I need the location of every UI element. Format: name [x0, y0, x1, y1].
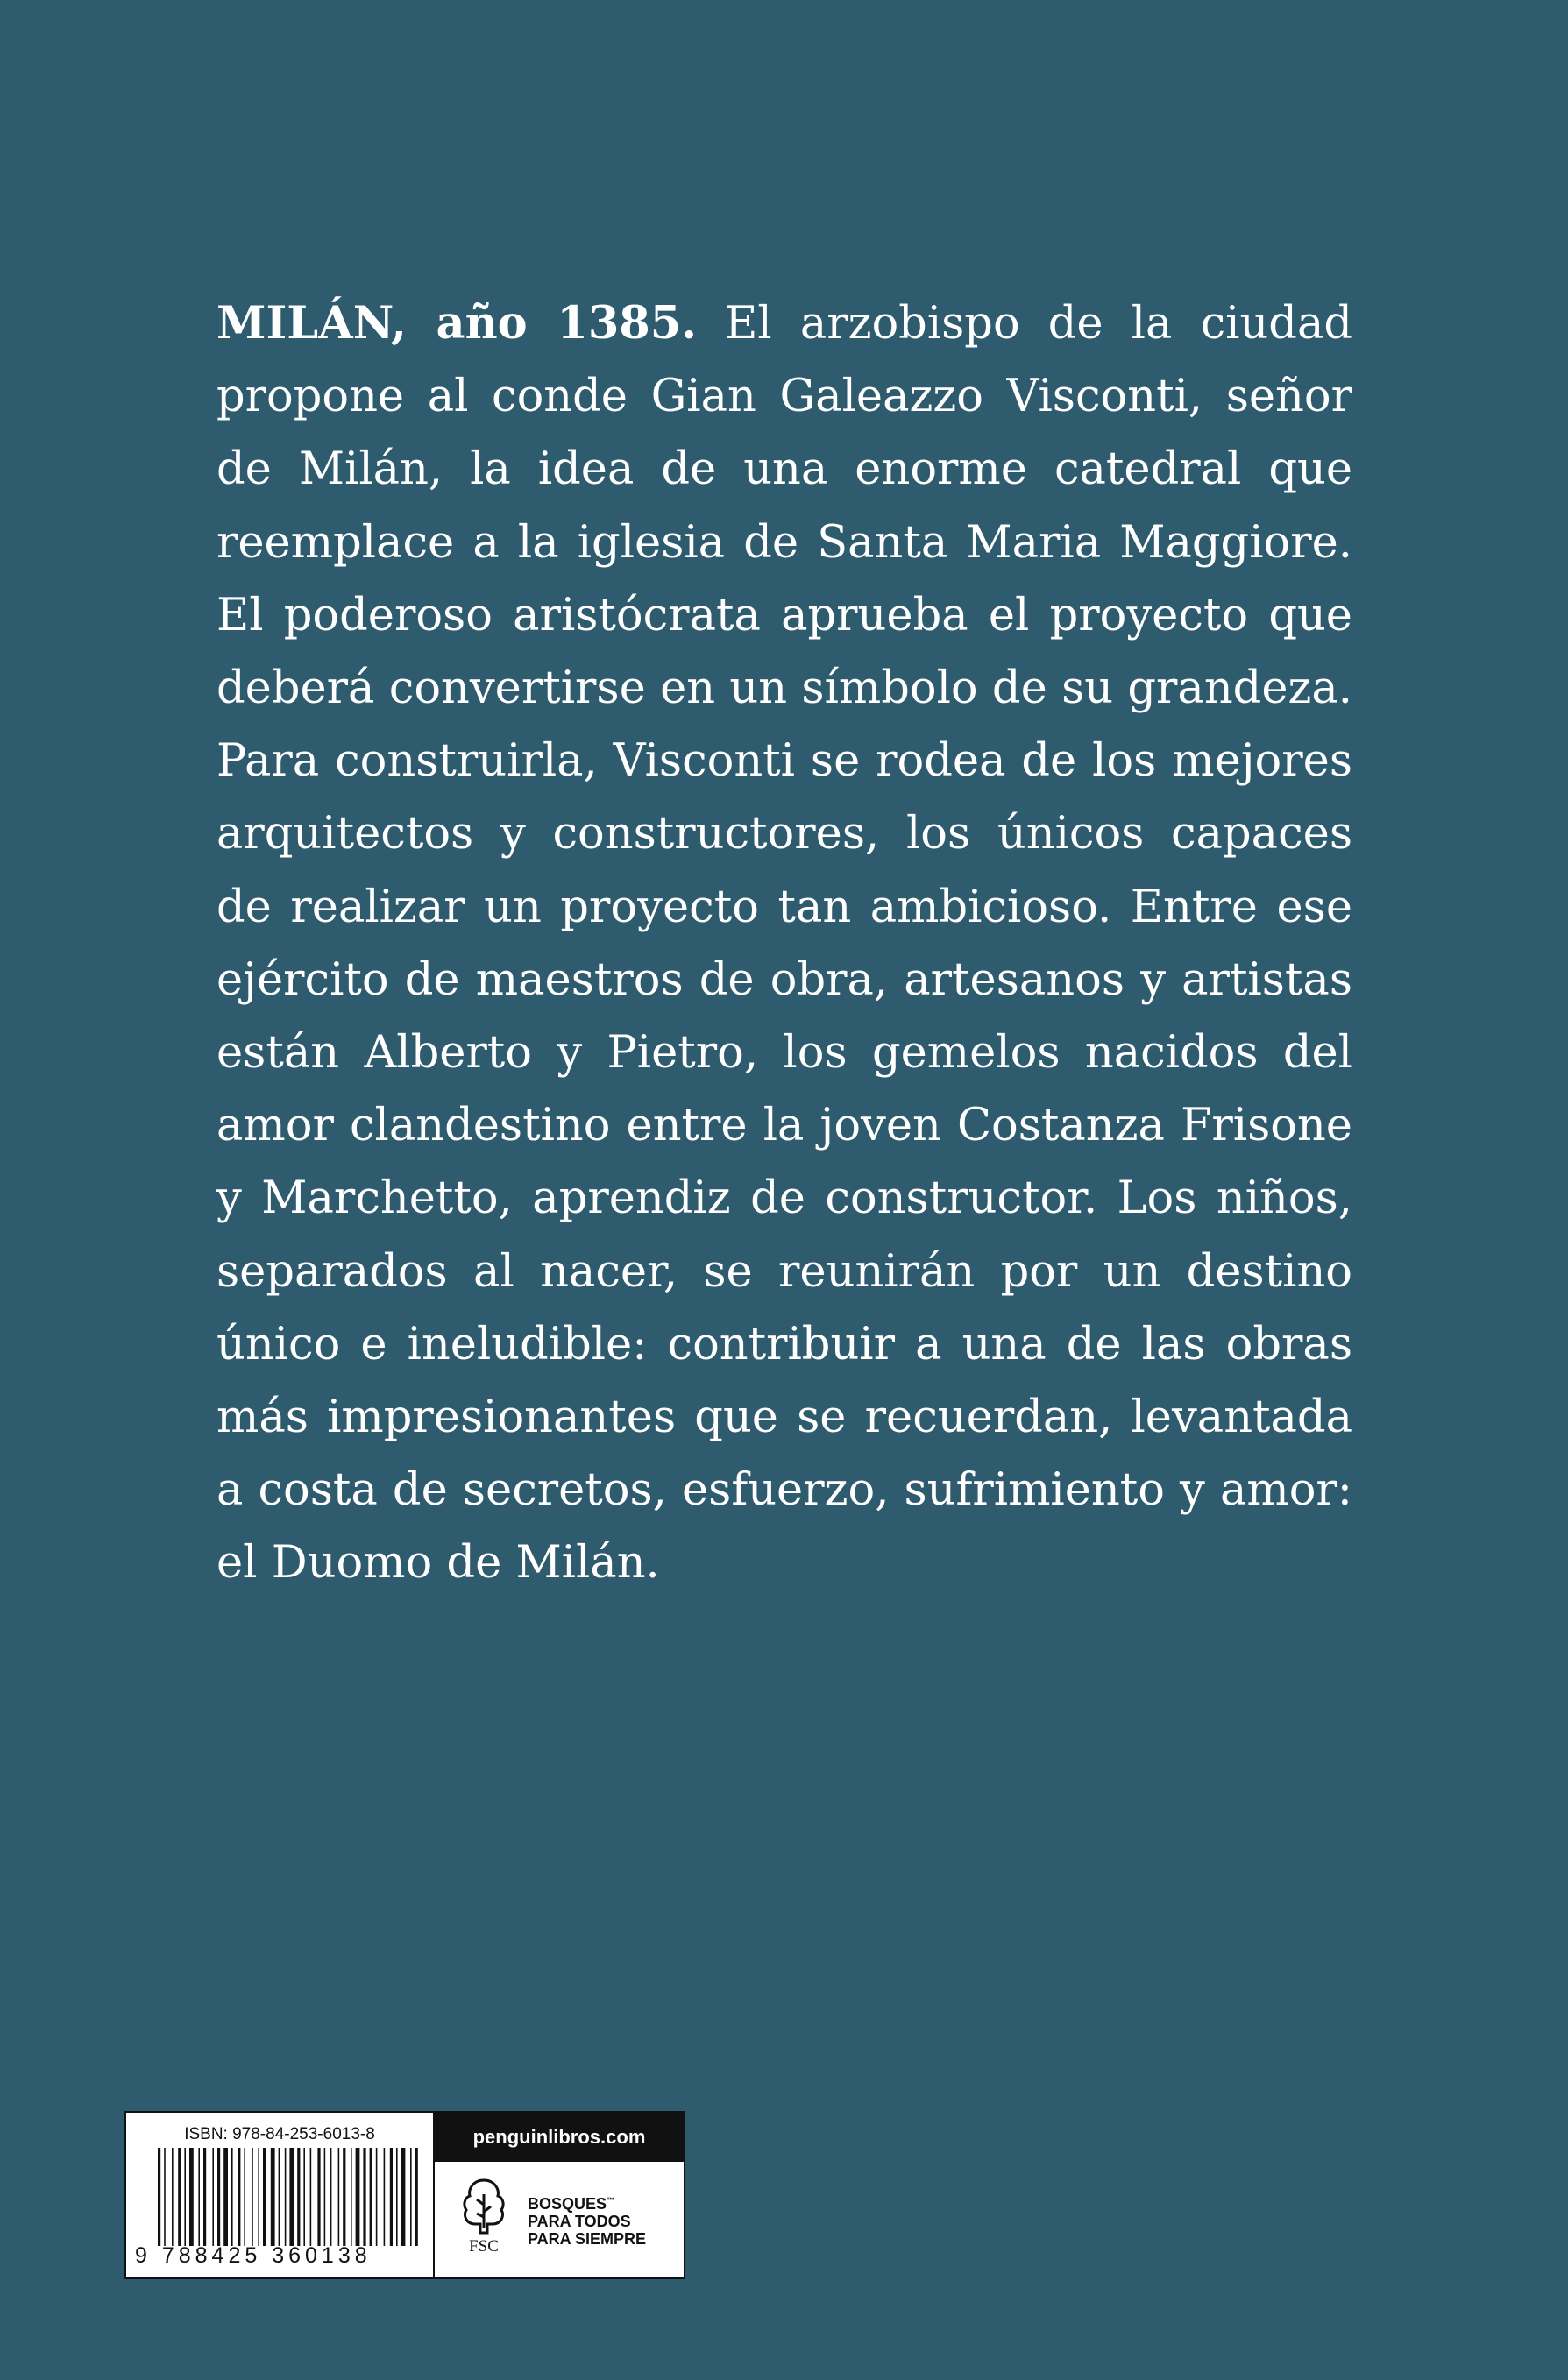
barcode-bar [401, 2148, 406, 2246]
fsc-trademark: ™ [607, 2196, 615, 2205]
barcode-panel [124, 2111, 685, 2279]
barcode-bar [415, 2148, 418, 2246]
barcode-bar [338, 2148, 340, 2246]
publisher-panel [435, 2113, 684, 2277]
fsc-label: FSC [469, 2237, 499, 2256]
fsc-certification [435, 2162, 684, 2277]
barcode-bar [279, 2148, 280, 2246]
barcode-bar [363, 2148, 365, 2246]
barcode-bar [324, 2148, 326, 2246]
barcode-bar [252, 2148, 253, 2246]
barcode-bar [396, 2148, 398, 2246]
fsc-tree-icon [459, 2177, 508, 2236]
barcode-bars [158, 2148, 421, 2246]
barcode-bar [189, 2148, 194, 2246]
barcode-bar [238, 2148, 240, 2246]
barcode-bar [285, 2148, 287, 2246]
blurb-text: El arzobispo de la ciudad propone al conde Gian Galeazzo Visconti, señor de Milán, la idea de una enorme catedral que reemplace a la iglesia de Santa Maria Maggiore. El poderoso aristócrata aprueba el proyecto que deberá convertirse en un símbolo de su grandeza. Para construirla, Visconti se rodea de los mejores arquitectos y constructores, los únicos capaces de realizar un proyecto tan ambicioso. Entre ese ejército de maestros de obra, artesanos y artistas están Alberto y Pietro, los gemelos nacidos del amor clandestino entre la joven Costanza Frisone y Marchetto, aprendiz de constructor. Los niños, separados al nacer, se reunirán por un destino único e ineludible: contribuir a una de las obras más impresionantes que se recuerdan, levantada a costa de secretos, esfuerzo, sufrimiento y amor: el Duomo de Milán. [216, 298, 1352, 1590]
fsc-logo [458, 2177, 510, 2263]
barcode-bar [203, 2148, 206, 2246]
fsc-slogan-line-2: PARA TODOS [528, 2213, 631, 2230]
barcode-bar [351, 2148, 352, 2246]
barcode-bar [390, 2148, 393, 2246]
barcode-bar [310, 2148, 312, 2246]
blurb-lead: MILÁN, año 1385. [216, 297, 698, 350]
barcode-bar [370, 2148, 372, 2246]
back-cover-blurb [216, 287, 1352, 1600]
barcode-bar [172, 2148, 174, 2246]
barcode-bar [164, 2148, 166, 2246]
barcode-bar [158, 2148, 160, 2246]
isbn-barcode [126, 2113, 435, 2277]
barcode-bar [263, 2148, 266, 2246]
barcode-bar [258, 2148, 259, 2246]
fsc-slogan-line-1: BOSQUES [528, 2195, 607, 2213]
barcode-bar [410, 2148, 412, 2246]
barcode-bar [178, 2148, 181, 2246]
barcode-bar [376, 2148, 378, 2246]
barcode-bar [356, 2148, 360, 2246]
barcode-bar [297, 2148, 300, 2246]
barcode-bar [303, 2148, 305, 2246]
fsc-slogan [528, 2192, 646, 2248]
barcode-bar [343, 2148, 345, 2246]
barcode-bar [231, 2148, 233, 2246]
publisher-website: penguinlibros.com [435, 2113, 684, 2162]
barcode-bar [271, 2148, 275, 2246]
fsc-slogan-line-3: PARA SIEMPRE [528, 2230, 647, 2248]
barcode-bar [317, 2148, 320, 2246]
barcode-bar [198, 2148, 200, 2246]
barcode-digits: 9 788425 360138 [135, 2243, 372, 2268]
barcode-bar [212, 2148, 214, 2246]
barcode-bar [217, 2148, 220, 2246]
barcode-bar [223, 2148, 228, 2246]
barcode-bar [289, 2148, 294, 2246]
barcode-bar [184, 2148, 186, 2246]
barcode-bar [244, 2148, 245, 2246]
isbn-label: ISBN: 978-84-253-6013-8 [184, 2125, 375, 2143]
barcode-bar [384, 2148, 386, 2246]
barcode-bar [330, 2148, 332, 2246]
